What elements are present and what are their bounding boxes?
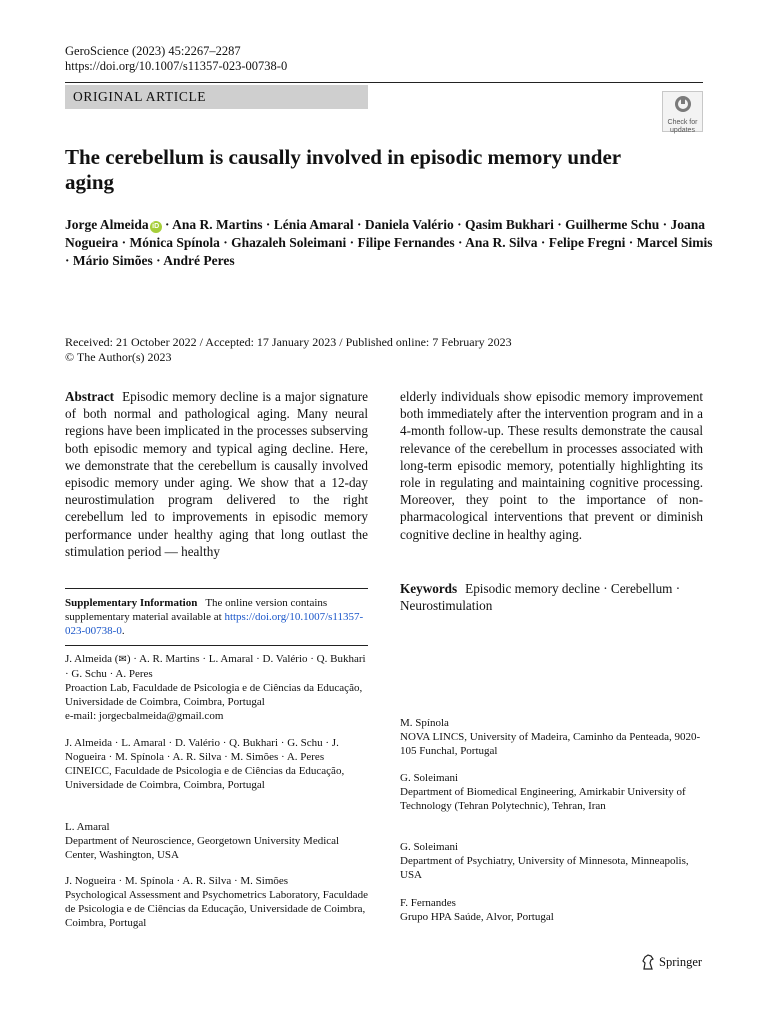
affiliation-body: Grupo HPA Saúde, Alvor, Portugal bbox=[400, 911, 554, 923]
header-rule bbox=[65, 82, 703, 83]
affiliation-body: NOVA LINCS, University of Madeira, Caminho da Penteada, 9020-105 Funchal, Portugal bbox=[400, 731, 701, 757]
author-rest: · Ana R. Martins · Lénia Amaral · Daniela Valério · Qasim Bukhari · Guilherme Schu · Joana Nogueira · Mónica Spínola · Ghazaleh Soleimani · Filipe Fernandes · Ana R. Silva · Felipe Fregni · Marcel Simis · Mário Simões · André Peres bbox=[65, 217, 713, 268]
affiliation-psychometrics bbox=[65, 874, 368, 930]
affiliation-authors: G. Soleimani bbox=[400, 841, 459, 853]
check-updates-label: Check for updates bbox=[667, 119, 698, 134]
orcid-icon[interactable]: iD bbox=[150, 221, 162, 233]
article-title: The cerebellum is causally involved in episodic memory under aging bbox=[65, 145, 621, 194]
affiliation-authors: F. Fernandes bbox=[400, 897, 456, 909]
article-type-label: ORIGINAL ARTICLE bbox=[65, 85, 368, 109]
email-envelope-icon[interactable]: ✉ bbox=[118, 654, 127, 665]
affiliation-madeira bbox=[400, 716, 703, 758]
publisher-logo bbox=[641, 954, 702, 970]
check-updates-icon bbox=[674, 95, 692, 113]
keywords bbox=[400, 580, 703, 614]
springer-horse-icon bbox=[641, 954, 655, 970]
affiliation-hpa bbox=[400, 896, 703, 924]
abstract-heading: Abstract bbox=[65, 389, 115, 404]
footnote-rule bbox=[65, 588, 368, 589]
affiliation-body: Department of Psychiatry, University of Minnesota, Minneapolis, USA bbox=[400, 855, 689, 881]
affiliation-authors: J. Almeida (✉) · A. R. Martins · L. Amaral · D. Valério · Q. Bukhari · G. Schu · A. Peres bbox=[65, 653, 366, 680]
date-history: Received: 21 October 2022 / Accepted: 17 January 2023 / Published online: 7 February 2023 bbox=[65, 335, 512, 349]
doi-link[interactable]: https://doi.org/10.1007/s11357-023-00738-0 bbox=[65, 59, 288, 73]
affiliation-rule bbox=[65, 645, 368, 646]
affiliation-body: Department of Neuroscience, Georgetown University Medical Center, Washington, USA bbox=[65, 835, 340, 861]
affiliation-authors: L. Amaral bbox=[65, 821, 110, 833]
keywords-heading: Keywords bbox=[400, 581, 458, 596]
affiliation-proaction bbox=[65, 652, 368, 723]
abstract-column-2 bbox=[400, 388, 703, 543]
affiliation-body: Department of Biomedical Engineering, Amirkabir University of Technology (Tehran Polytechnic), Tehran, Iran bbox=[400, 786, 686, 812]
supplementary-tail: . bbox=[121, 625, 125, 637]
copyright-line: © The Author(s) 2023 bbox=[65, 350, 172, 364]
author-first[interactable]: Jorge Almeida bbox=[65, 217, 149, 232]
affiliation-body: Proaction Lab, Faculdade de Psicologia e de Ciências da Educação, Universidade de Coimbra, Coimbra, Portugal bbox=[65, 682, 363, 708]
abstract-text-1: Episodic memory decline is a major signature of both normal and pathological aging. Many neural regions have been implicated in the processes subserving both episodic memory and typical aging decline. Here, we demonstrate that the cerebellum is causally involved episodic memory under aging. We show that a 12-day neurostimulation program delivered to the right cerebellum led to improvements in episodic memory performance under healthy aging that long outlast the stimulation period — healthy bbox=[65, 389, 368, 559]
affiliation-authors: G. Soleimani bbox=[400, 772, 459, 784]
supplementary-info bbox=[65, 596, 368, 638]
journal-citation: GeroScience (2023) 45:2267–2287 bbox=[65, 44, 241, 58]
affiliation-minnesota bbox=[400, 840, 703, 882]
affiliation-authors: M. Spínola bbox=[400, 717, 449, 729]
publication-dates bbox=[65, 335, 512, 365]
corresponding-email[interactable]: e-mail: jorgecbalmeida@gmail.com bbox=[65, 710, 224, 722]
affiliation-body: CINEICC, Faculdade de Psicologia e de Ciências da Educação, Universidade de Coimbra, Coimbra, Portugal bbox=[65, 765, 345, 791]
abstract-column-1 bbox=[65, 388, 368, 560]
keywords-text: Episodic memory decline · Cerebellum · Neurostimulation bbox=[400, 581, 681, 614]
supplementary-text: The online version contains supplementary material available at bbox=[65, 597, 328, 623]
abstract-text-2: elderly individuals show episodic memory improvement both immediately after the intervention program and in a 4-month follow-up. These results demonstrate the causal relevance of the cerebellum in processes associated with long-term episodic memory, potentially highlighting its role in regulating and maintaining cognitive processing. Moreover, they point to the importance of non-pharmacological interventions that prevent or diminish cognitive decline in healthy aging. bbox=[400, 389, 703, 542]
affiliation-amirkabir bbox=[400, 771, 703, 813]
journal-header bbox=[65, 44, 287, 74]
affiliation-body: Psychological Assessment and Psychometrics Laboratory, Faculdade de Psicologia e de Ciências da Educação, Universidade de Coimbra, Coimbra, Portugal bbox=[65, 889, 368, 929]
publisher-name: Springer bbox=[659, 955, 703, 969]
affiliation-cineicc bbox=[65, 736, 368, 792]
affiliation-georgetown bbox=[65, 820, 368, 862]
author-list bbox=[65, 216, 715, 270]
affiliation-authors: J. Nogueira · M. Spínola · A. R. Silva · M. Simões bbox=[65, 875, 289, 887]
affiliation-authors: J. Almeida · L. Amaral · D. Valério · Q. Bukhari · G. Schu · J. Nogueira · M. Spínola · A. R. Silva · M. Simões · A. Peres bbox=[65, 737, 339, 763]
supplementary-link[interactable]: https://doi.org/10.1007/s11357-023-00738-0 bbox=[65, 611, 364, 637]
check-for-updates-badge[interactable] bbox=[662, 91, 703, 132]
supplementary-heading: Supplementary Information bbox=[65, 597, 198, 609]
